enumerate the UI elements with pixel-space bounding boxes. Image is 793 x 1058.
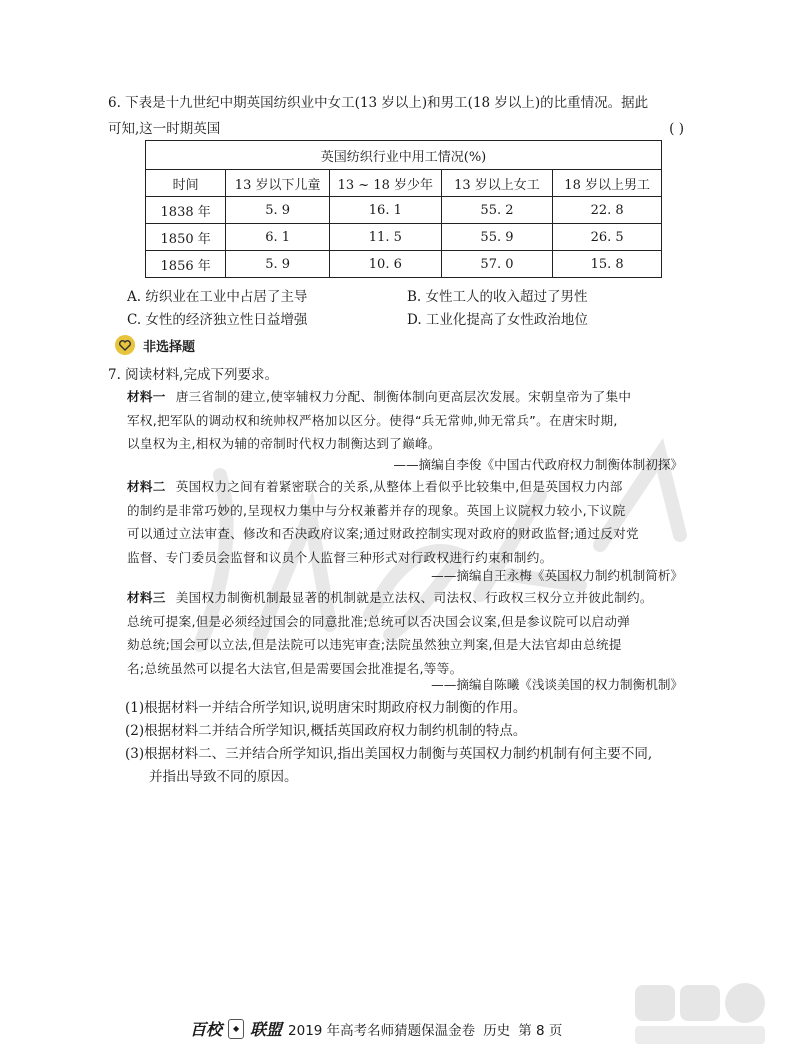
table-cell: 10. 6 [330, 251, 442, 278]
sub-question-3-line1: (3)根据材料二、三并结合所学知识,指出美国权力制衡与英国权力制约机制有何主要不同, [125, 746, 653, 762]
seal-icon: ◆ [228, 1019, 244, 1039]
footer-page: 第 8 页 [518, 1022, 563, 1039]
material-line: 监督、专门委员会监督和议员个人监督三种形式对行政权进行约束和制约。 [127, 549, 553, 565]
table-header: 13 岁以下儿童 [226, 170, 330, 197]
material-1-label: 材料一 [127, 389, 166, 404]
footer-subject: 历史 [483, 1022, 511, 1039]
table-cell: 16. 1 [330, 197, 442, 224]
table-cell: 1850 年 [146, 224, 226, 251]
table-cell: 5. 9 [226, 197, 330, 224]
table-cell: 15. 8 [553, 251, 662, 278]
table-header-row [146, 170, 662, 197]
table-row [146, 197, 662, 224]
sub-question-1: (1)根据材料一并结合所学知识,说明唐宋时期政府权力制衡的作用。 [125, 700, 527, 716]
league-logo: 联盟 [250, 1020, 283, 1039]
material-line: 以皇权为主,相权为辅的帝制时代权力制衡达到了巅峰。 [127, 436, 441, 451]
question-7-stem: 7. 阅读材料,完成下列要求。 [108, 367, 278, 383]
brand-logo: 百校 [190, 1020, 223, 1039]
material-1-source: ——摘编自李俊《中国古代政府权力制衡体制初探》 [393, 457, 683, 472]
footer-title: 2019 年高考名师猜题保温金卷 [288, 1022, 476, 1039]
table-cell: 1838 年 [146, 197, 226, 224]
sub-question-3 [125, 743, 695, 789]
heart-icon [115, 335, 135, 355]
material-line: 美国权力制衡机制最显著的机制就是立法权、司法权、行政权三权分立并彼此制约。 [175, 590, 653, 605]
question-6-stem-line2: 可知,这一时期英国 [108, 121, 221, 137]
table-row [146, 251, 662, 278]
material-line: 可以通过立法审查、修改和否决政府议案;通过财政控制实现对政府的财政监督;通过反对党 [127, 526, 639, 541]
table-cell: 22. 8 [553, 197, 662, 224]
employment-table [145, 140, 662, 278]
material-line: 的制约是非常巧妙的,呈现权力集中与分权兼蓄并存的现象。英国上议院权力较小,下议院 [127, 502, 626, 518]
table-caption: 英国纺织行业中用工情况(%) [146, 141, 662, 170]
question-6 [108, 90, 688, 142]
table-cell: 5. 9 [226, 251, 330, 278]
sub-question-2: (2)根据材料二并结合所学知识,概括英国政府权力制约机制的特点。 [125, 723, 527, 739]
material-1 [127, 385, 680, 456]
option-d[interactable]: D. 工业化提高了女性政治地位 [407, 312, 588, 328]
material-line: 总统可提案,但是必须经过国会的同意批准;总统可以否决国会议案,但是参议院可以启动弹 [127, 613, 631, 629]
table-header: 13 岁以上女工 [441, 170, 553, 197]
answer-bracket: ( ) [669, 121, 684, 137]
material-line: 名;总统虽然可以提名大法官,但是需要国会批准提名,等等。 [127, 660, 463, 676]
table-cell: 11. 5 [330, 224, 442, 251]
table-cell: 26. 5 [553, 224, 662, 251]
material-line: 唐三省制的建立,使宰辅权力分配、制衡体制向更高层次发展。宋朝皇帝为了集中 [175, 389, 632, 404]
page-footer [190, 1017, 562, 1040]
option-c[interactable]: C. 女性的经济独立性日益增强 [127, 312, 308, 328]
table-cell: 57. 0 [441, 251, 553, 278]
material-3-label: 材料三 [127, 590, 166, 605]
material-line: 英国权力之间有着紧密联合的关系,从整体上看似乎比较集中,但是英国权力内部 [175, 479, 623, 494]
material-2-label: 材料二 [127, 479, 166, 494]
corner-watermark [630, 980, 780, 1050]
sub-question-3-line2: 并指出导致不同的原因。 [149, 769, 298, 785]
table-cell: 55. 9 [441, 224, 553, 251]
material-3-source: ——摘编自陈曦《浅谈美国的权力制衡机制》 [431, 677, 683, 692]
section-title: 非选择题 [143, 339, 196, 355]
table-header: 时间 [146, 170, 226, 197]
question-6-options [127, 286, 687, 332]
table-header: 13 ~ 18 岁少年 [330, 170, 442, 197]
material-2-source: ——摘编自王永梅《英国权力制约机制简析》 [431, 568, 683, 583]
question-6-stem-line1: 6. 下表是十九世纪中期英国纺织业中女工(13 岁以上)和男工(18 岁以上)的比重情况。据此 [108, 95, 649, 111]
table-header: 18 岁以上男工 [553, 170, 662, 197]
material-line: 劾总统;国会可以立法,但是法院可以违宪审查;法院虽然独立判案,但是大法官却由总统提 [127, 637, 622, 652]
table-row [146, 224, 662, 251]
option-b[interactable]: B. 女性工人的收入超过了男性 [407, 289, 588, 305]
table-cell: 55. 2 [441, 197, 553, 224]
option-a[interactable]: A. 纺织业在工业中占居了主导 [127, 289, 308, 305]
material-line: 军权,把军队的调动权和统帅权严格加以区分。使得“兵无常帅,帅无常兵”。在唐宋时期, [127, 412, 618, 428]
section-header [115, 335, 195, 355]
material-2 [127, 475, 680, 569]
material-3 [127, 586, 680, 680]
table-cell: 1856 年 [146, 251, 226, 278]
table-cell: 6. 1 [226, 224, 330, 251]
